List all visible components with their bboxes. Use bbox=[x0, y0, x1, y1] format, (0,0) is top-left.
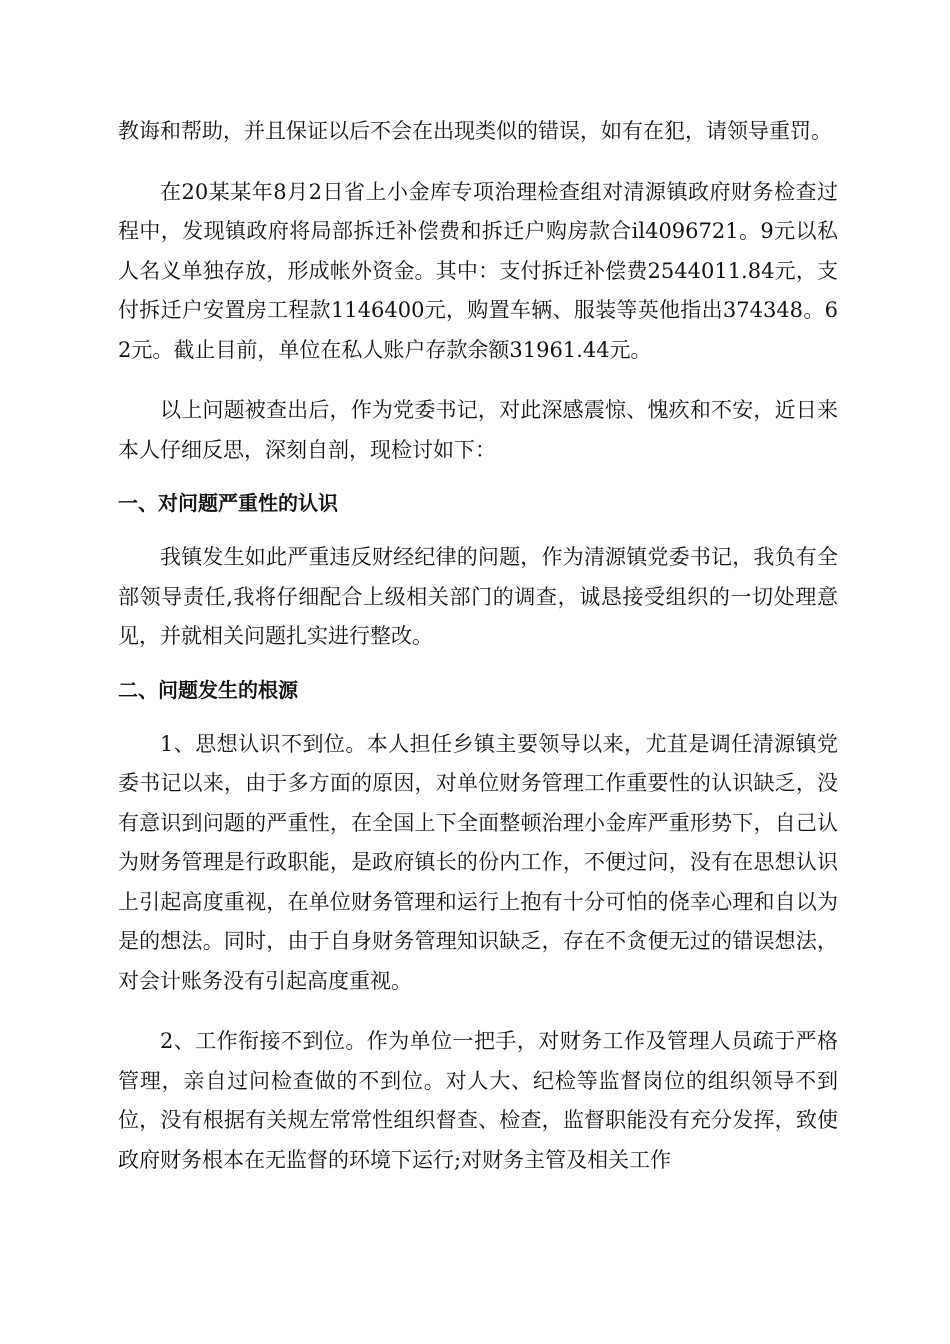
section-heading-1: 一、对问题严重性的认识 bbox=[118, 491, 338, 515]
paragraph-cause-1: 1、思想认识不到位。本人担任乡镇主要领导以来，尤苴是调任清源镇党委书记以来，由于多方面的原因，对单位财务管理工作重要性的认识缺乏，没有意识到问题的严重性，在全国上下全面整顿治理小金库严重形势下，自己认为财务管理是行政职能，是政府镇长的份内工作，不便过问，没有在思想认识上引起高度重视，在单位财务管理和运行上抱有十分可怕的侥幸心理和自以为是的想法。同时，由于自身财务管理知识缺乏，存在不贪便无过的错误想法，对会计账务没有引起高度重视。 bbox=[118, 731, 838, 993]
paragraph-cause-2: 2、工作衔接不到位。作为单位一把手，对财务工作及管理人员疏于严格管理，亲自过问检查做的不到位。对人大、纪检等监督岗位的组织领导不到位，没有根据有关规左常常性组织督查、检查，监督职能没有充分发挥，致使政府财务根本在无监督的环境下运行;对财务主管及相关工作 bbox=[118, 1029, 838, 1172]
document-body bbox=[118, 112, 838, 1201]
paragraph-continued: 教诲和帮助，并且保证以后不会在出现类似的错误，如有在犯，请领导重罚。 bbox=[118, 119, 832, 143]
paragraph-self-review-intro: 以上问题被查出后，作为党委书记，对此深感震惊、愧疚和不安，近日来本人仔细反思，深刻自剖，现检讨如下： bbox=[118, 398, 838, 462]
section-heading-2: 二、问题发生的根源 bbox=[118, 677, 298, 702]
paragraph-responsibility: 我镇发生如此严重违反财经纪律的问题，作为清源镇党委书记，我负有全部领导责任,我将仔细配合上级相关部门的调查，诚恳接受组织的一切处理意见，并就相关问题扎实进行整改。 bbox=[118, 545, 838, 648]
paragraph-inspection-findings: 在20某某年8月2日省上小金库专项治理检查组对清源镇政府财务检查过程中，发现镇政府将局部拆迁补偿费和拆迁户购房款合il4096721。9元以私人名义单独存放，形成帐外资金。其中：支付拆迁补偿费2544011.84元，支付拆迁户安置房工程款1146400元，购置车辆、服装等英他指出374348。62元。截止目前，单位在私人账户存款余额31961.44元。 bbox=[118, 179, 838, 362]
